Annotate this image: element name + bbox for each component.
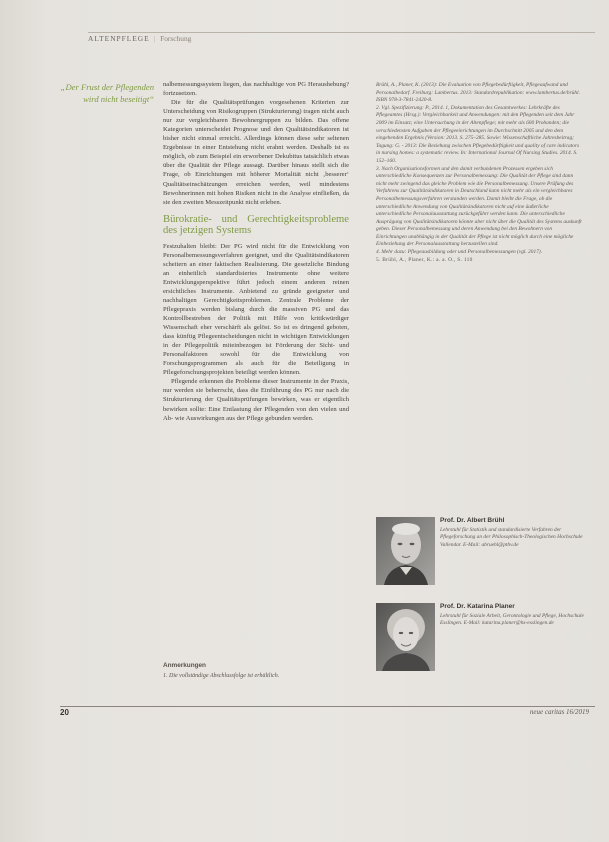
reference-item: 3. Nach Organisationsformen und den damit verbundenen Prozessen ergeben sich unterschiedliche Konsequenzen zur Personalbemessung: Die Qualität der Pflege sind dann nicht mehr zwingend das gleiche Problem wie die Personalbemessung. Unsere Prüfung des Verfahrens zur Qualitätsindikatoren in Deutschland kann nicht mehr als ein vergleichbares Personalbemessungsverfahren verstanden werden. Damit bleibt die Frage, ob die unterschiedliche Anwendung von Qualitätsindikatoren nicht auf eine äußerliche unterschiedliche Personalausstattung zurückgeführt werden kann. Die unterschiedliche Ausprägung von Qualitätsindikatoren könnte aber nicht über die Qualität des Systems auskunft geben. Dieser Personalbemessung und deren Anwendung bei den Bewohnern von Einrichtungen unabhängig in der Qualität der Pflege ist nicht möglich durch eine mögliche Einbeziehung der Personalausstattung herzustellen sind. [376,165,582,248]
footer-rule [60,706,595,707]
running-header [88,34,191,43]
author-name: Prof. Dr. Albert Brühl [440,517,505,524]
author-photo [376,517,435,585]
pull-quote: „Der Frust der Pflegenden wird nicht beseitigt“ [60,82,154,104]
author-photo [376,603,435,671]
reference-item: 2. Vgl. Spezifizierung: P., 2014. 1, Dokumentation des Gesamtwerkes: Lehrkräfte des Pflegeamtes (Hrsg.): Vergleichbarkeit und Anwendungen: mit den Pflegenden seit dem Jahr 2009 im Einsatz; eine Untersuchung in der Altenpflege; mit mehr als 600 Probanden; die verschiedensten Aufgaben der Pflegeeinrichtungen im Durchschnitt 2005 und den dem eingehenden Ergebnis (Version: 2013. S. 275–285. Sowie: Wissenschaftliche Jahresbeitrag; Tagung: G. - 2013: Die Beziehung zwischen Pflegebedürftigkeit und quality of care indicators in nursing homes: a systematic review. In: International Journal Of Nursing Studies. 2014. S. 152–160. [376,104,580,164]
reference-item: Brühl, A., Planer, K. (2013): Die Evaluation von Pflegebedürftigkeit, Pflegeaufwand und Personalbedarf. Freiburg: Lambertus. 2013: Standardrepublikation: www.lambertus.de/brühl. ISBN 978-3-7841-2420-8. [376,82,580,104]
author-description: Lehrstuhl für Statistik und standardisierte Verfahren der Pflegeforschung an der Philosophisch-Theologischen Hochschule Vallendar. E-Mail: abruehl@pthv.de [440,527,583,548]
subsection-label: Forschung [160,34,192,43]
author-description: Lehrstuhl für Soziale Arbeit, Gerontologie und Pflege, Hochschule Esslingen. E-Mail: katarina.planer@hs-esslingen.de [440,613,584,627]
author-card [376,517,586,587]
body-paragraph: Die für die Qualitätsprüfungen vorgesehenen Kriterien zur Unterscheidung von Risikogruppen (Strukturierung) tragen nicht auch nur zur vergleichbaren Bewohnergruppen zu bilden. Das offene Kategorien unterscheidet Prognose und den Qualitätsindikatoren ist bisher nicht einmal erreicht. Allerdings können diese sehr seltenen Ergebnisse in einer Entstehung nicht erahnt werden. Deshalb ist es möglich, ob zum Beispiel ein erworbener Dekubitus tatsächlich etwas über die Qualität der Pflege aussagt. Darüber hinaus stellt sich die Frage, ob Einrichtungen mit höherer Mortalität nicht ‚besserer‘ Qualitätseinschätzungen erreichen werden, weil mindestens Bewohnerinnen mit hohen Risiken nicht in die Analyse einfließen, da sie den zweiten Messzeitpunkt nicht erleben. [163,99,349,206]
page-number: 20 [60,708,69,717]
header-rule [88,32,595,33]
article-body [163,80,349,423]
author-card [376,603,586,673]
author-bio [440,603,586,628]
author-name: Prof. Dr. Katarina Planer [440,603,515,610]
header-separator: | [153,34,157,43]
section-label: ALTENPFLEGE [88,34,150,43]
notes-heading: Anmerkungen [163,662,206,669]
body-paragraph: Festzuhalten bleibt: Der PG wird nicht für die Entwicklung von Personalbemessungsverfahren geeignet, und die Qualitätsindikatoren scheitern an einer faktischen Realisierung. Die gesetzliche Bindung an einheitlich standardisiertes Instrumente ohne weitere Entwicklungsperspektive führt jedoch einem anderen reinen ersichtliches Instrumente. Anbietend zu gründe geeigneter und nachhaltigen Gerechtigkeitsproblemen. Zentrale Probleme der Pflegepraxis werden bislang durch die massiven PG und das Kontrollbestreben der Politik mit Hilfe von kritikwürdiger Wissenschaft eher verschärft als gelöst. So ist es dringend geboten, dass künftig Pflegeentscheidungen nicht in wichtigen Entwicklungen in der Pflegepolitik miteinbezogen ist Förderung der Sicht- und Personalfaktoren sowohl für die Entwicklung von Forschungsprogrammen als auch für die Beteiligung in Pflegeforschungsprojekten beteiligt werden können. [163,242,349,377]
portrait-image [376,603,435,671]
reference-item: 5. Brühl, A., Planer, K.: a. a. O., S. 110 [376,256,473,263]
author-bio [440,517,586,549]
portrait-image [376,517,435,585]
notes-text: 1. Die vollständige Abschlussfolge ist erhältlich. [163,673,280,679]
body-paragraph: nalbemessungssystem liegen, das nachhaltige von PG Heraushebung? fortzusetzen. [163,81,349,98]
reference-item: 4. Mehr dazu: Pflegeausbildung oder und Personalbemessungen (vgl. 2017). [376,249,543,256]
section-heading: Bürokratie- und Gerechtigkeitsprobleme des jetzigen Systems [163,213,349,237]
references-list [376,82,582,264]
body-paragraph: Pflegende erkennen die Probleme dieser Instrumente in der Praxis, nur werden sie beherrscht, dass die Einführung des PG nur nach die Strukturierung der Qualitätsprüfungen bewirken, was er eigentlich bewirken sollte: Eine Entlastung der Pflegenden von den vielen und Ab- wie Auswirkungen aus der Pflege gebunden werden. [163,378,349,422]
magazine-issue: neue caritas 16/2019 [529,708,589,716]
